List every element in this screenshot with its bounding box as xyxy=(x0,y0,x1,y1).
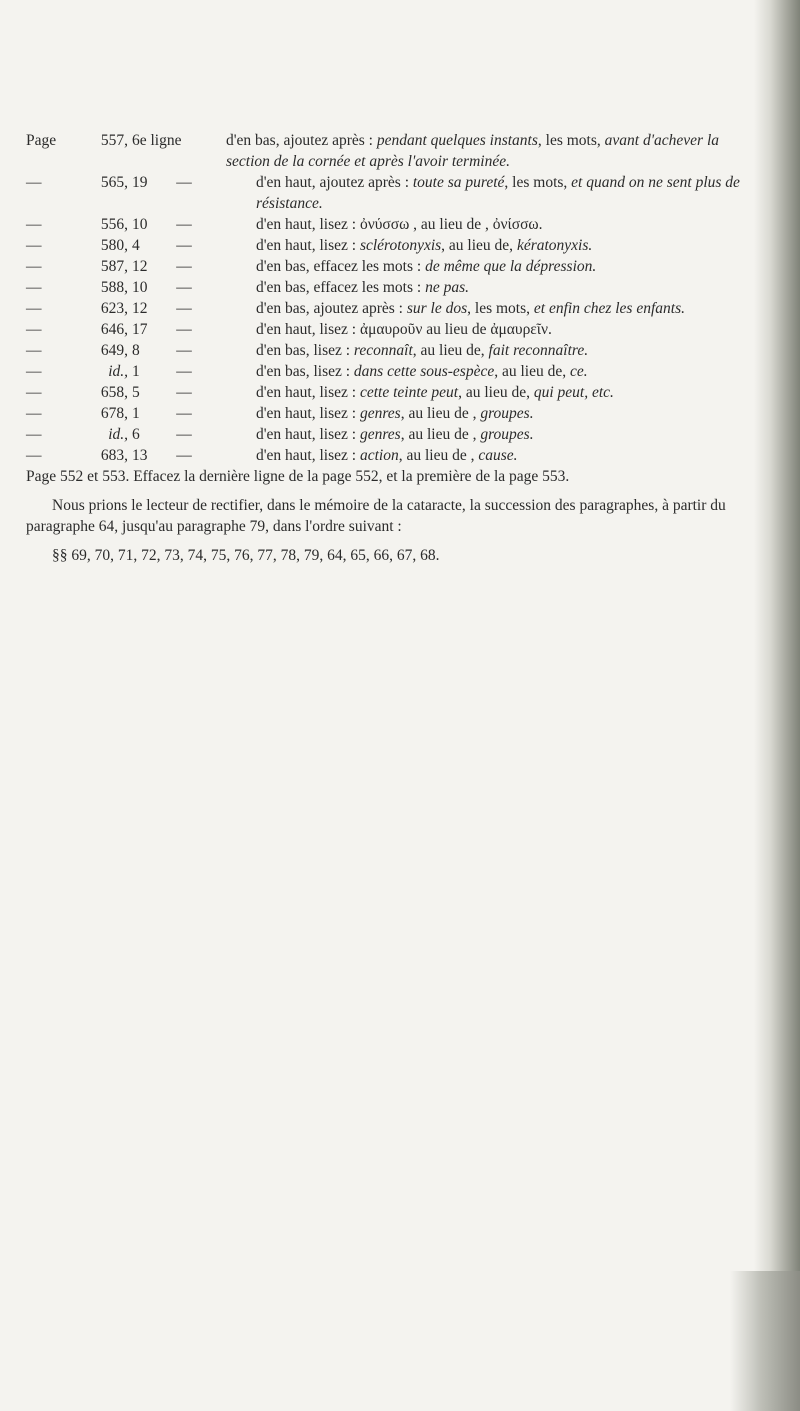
italic-text: cause. xyxy=(478,447,518,464)
errata-reference xyxy=(26,382,256,403)
errata-reference xyxy=(26,340,256,361)
errata-block xyxy=(26,130,766,566)
errata-line: 10 xyxy=(132,216,148,233)
correction-text: d'en bas, ajoutez après : xyxy=(256,300,407,317)
errata-separator: — xyxy=(176,216,192,233)
reader-note: Nous prions le lecteur de rectifier, dans le mémoire de la cataracte, la succession des paragraphes, à partir du paragraphe 64, jusqu'au paragraphe 79, dans l'ordre suivant : xyxy=(26,497,726,535)
correction-text: , au lieu de, xyxy=(441,237,517,254)
correction-text: d'en bas, lisez : xyxy=(256,363,354,380)
italic-text: ce. xyxy=(570,363,588,380)
correction-text: , les mots, xyxy=(504,174,572,191)
errata-row xyxy=(26,340,766,361)
errata-separator: — xyxy=(176,363,192,380)
errata-reference xyxy=(26,214,256,235)
italic-text: groupes. xyxy=(480,405,534,422)
correction-text: d'en bas, lisez : xyxy=(256,342,354,359)
errata-correction xyxy=(256,256,766,277)
errata-row xyxy=(26,235,766,256)
errata-page: 678, xyxy=(100,405,128,422)
correction-text: , au lieu de, xyxy=(458,384,534,401)
errata-page: 587, xyxy=(100,258,128,275)
italic-text: avant d'achever la section de la cornée et après l'avoir terminée. xyxy=(226,132,719,170)
errata-row xyxy=(26,130,766,172)
correction-text: d'en haut, ajoutez après : xyxy=(256,174,413,191)
italic-text: genres xyxy=(359,426,401,443)
errata-row xyxy=(26,298,766,319)
errata-page: id., xyxy=(108,363,128,380)
errata-separator: — xyxy=(176,426,192,443)
errata-page: 557, xyxy=(100,132,128,149)
errata-separator: — xyxy=(176,405,192,422)
errata-line: 5 xyxy=(132,384,140,401)
italic-text: et enfin chez les enfants. xyxy=(533,300,685,317)
italic-text: sclérotonyxis xyxy=(359,237,442,254)
errata-reference xyxy=(26,298,256,319)
correction-text: , les mots, xyxy=(467,300,534,317)
italic-text: toute sa pureté xyxy=(412,174,505,191)
errata-lead: — xyxy=(26,216,42,233)
errata-line: 6e ligne xyxy=(132,132,182,149)
errata-correction xyxy=(256,277,766,298)
errata-page: 649, xyxy=(100,342,128,359)
errata-reference xyxy=(26,277,256,298)
errata-reference xyxy=(26,172,256,193)
errata-page: 623, xyxy=(100,300,128,317)
errata-separator: — xyxy=(176,300,192,317)
page-note: Page 552 et 553. Effacez la dernière ligne de la page 552, et la première de la page 553. xyxy=(26,468,570,485)
errata-row xyxy=(26,214,766,235)
correction-text: d'en haut, lisez : ὀνύσσω , au lieu de , ὀνίσσω. xyxy=(256,216,543,233)
italic-text: ne pas. xyxy=(425,279,469,296)
italic-text: action xyxy=(359,447,399,464)
errata-lead: — xyxy=(26,174,42,191)
errata-page: 588, xyxy=(100,279,128,296)
errata-correction xyxy=(256,319,766,340)
correction-text: , au lieu de, xyxy=(412,342,489,359)
italic-text: fait reconnaître. xyxy=(488,342,589,359)
errata-separator: — xyxy=(176,342,192,359)
page-edge-shadow-bottom xyxy=(730,1271,800,1411)
italic-text: reconnaît xyxy=(353,342,413,359)
errata-separator: — xyxy=(176,174,192,191)
italic-text: de même que la dépression. xyxy=(425,258,597,275)
errata-separator: — xyxy=(176,384,192,401)
errata-line: 12 xyxy=(132,258,148,275)
errata-line: 1 xyxy=(132,405,140,422)
errata-reference xyxy=(26,319,256,340)
errata-list xyxy=(26,130,766,466)
errata-correction xyxy=(256,445,766,466)
correction-text: , au lieu de , xyxy=(400,405,481,422)
errata-lead: — xyxy=(26,342,42,359)
errata-reference xyxy=(26,256,256,277)
errata-reference xyxy=(26,403,256,424)
errata-lead: — xyxy=(26,300,42,317)
correction-text: d'en haut, lisez : xyxy=(256,405,360,422)
errata-correction xyxy=(226,130,766,172)
errata-reference xyxy=(26,361,256,382)
italic-text: cette teinte peut xyxy=(359,384,459,401)
correction-text: d'en haut, lisez : xyxy=(256,426,360,443)
correction-text: d'en haut, lisez : xyxy=(256,384,360,401)
errata-line: 10 xyxy=(132,279,148,296)
errata-correction xyxy=(256,340,766,361)
correction-text: d'en haut, lisez : xyxy=(256,237,360,254)
errata-line: 19 xyxy=(132,174,148,191)
errata-line: 17 xyxy=(132,321,148,338)
errata-row xyxy=(26,172,766,214)
paragraph-sequence: §§ 69, 70, 71, 72, 73, 74, 75, 76, 77, 78, 79, 64, 65, 66, 67, 68. xyxy=(52,547,440,564)
errata-lead: — xyxy=(26,363,42,380)
errata-reference xyxy=(26,445,256,466)
errata-correction xyxy=(256,298,766,319)
italic-text: dans cette sous-espèce xyxy=(353,363,495,380)
errata-correction xyxy=(256,382,766,403)
italic-text: et quand on ne sent plus de résistance. xyxy=(256,174,740,212)
correction-text: , au lieu de, xyxy=(494,363,570,380)
errata-line: 1 xyxy=(132,363,140,380)
errata-page: id., xyxy=(108,426,128,443)
correction-text: d'en haut, lisez : xyxy=(256,447,360,464)
errata-row xyxy=(26,382,766,403)
errata-reference xyxy=(26,235,256,256)
errata-row xyxy=(26,445,766,466)
errata-reference xyxy=(26,130,226,151)
errata-line: 6 xyxy=(132,426,140,443)
correction-text: d'en bas, effacez les mots : xyxy=(256,258,426,275)
errata-lead: — xyxy=(26,384,42,401)
italic-text: kératonyxis. xyxy=(516,237,593,254)
correction-text: , au lieu de , xyxy=(400,426,481,443)
errata-line: 13 xyxy=(132,447,148,464)
errata-page: 580, xyxy=(100,237,128,254)
correction-text: , les mots, xyxy=(537,132,605,149)
italic-text: sur le dos xyxy=(406,300,468,317)
errata-correction xyxy=(256,424,766,445)
errata-separator: — xyxy=(176,279,192,296)
errata-line: 12 xyxy=(132,300,148,317)
correction-text: d'en bas, ajoutez après : xyxy=(226,132,377,149)
italic-text: genres xyxy=(359,405,401,422)
errata-page: 646, xyxy=(100,321,128,338)
errata-row xyxy=(26,319,766,340)
errata-row xyxy=(26,424,766,445)
errata-separator: — xyxy=(176,321,192,338)
italic-text: pendant quelques instants xyxy=(376,132,538,149)
italic-text: groupes. xyxy=(480,426,534,443)
errata-row xyxy=(26,403,766,424)
errata-separator: — xyxy=(176,258,192,275)
errata-correction xyxy=(256,172,766,214)
errata-separator: — xyxy=(176,237,192,254)
errata-correction xyxy=(256,361,766,382)
errata-row xyxy=(26,277,766,298)
correction-text: d'en haut, lisez : ἀμαυροῦν au lieu de ἀμαυρεῖν. xyxy=(256,321,552,338)
errata-correction xyxy=(256,235,766,256)
errata-correction xyxy=(256,403,766,424)
errata-lead: — xyxy=(26,426,42,443)
errata-line: 4 xyxy=(132,237,140,254)
errata-page: 658, xyxy=(100,384,128,401)
errata-lead: — xyxy=(26,279,42,296)
errata-reference xyxy=(26,424,256,445)
errata-page: 683, xyxy=(100,447,128,464)
errata-lead: — xyxy=(26,321,42,338)
correction-text: d'en bas, effacez les mots : xyxy=(256,279,426,296)
errata-page: 556, xyxy=(100,216,128,233)
errata-lead: — xyxy=(26,258,42,275)
errata-lead: — xyxy=(26,447,42,464)
errata-page: 565, xyxy=(100,174,128,191)
italic-text: qui peut, etc. xyxy=(533,384,614,401)
errata-row xyxy=(26,256,766,277)
errata-correction xyxy=(256,214,766,235)
errata-lead: — xyxy=(26,405,42,422)
correction-text: , au lieu de , xyxy=(398,447,479,464)
errata-lead: — xyxy=(26,237,42,254)
errata-separator: — xyxy=(176,447,192,464)
errata-line: 8 xyxy=(132,342,140,359)
errata-row xyxy=(26,361,766,382)
errata-lead: Page xyxy=(26,132,57,149)
